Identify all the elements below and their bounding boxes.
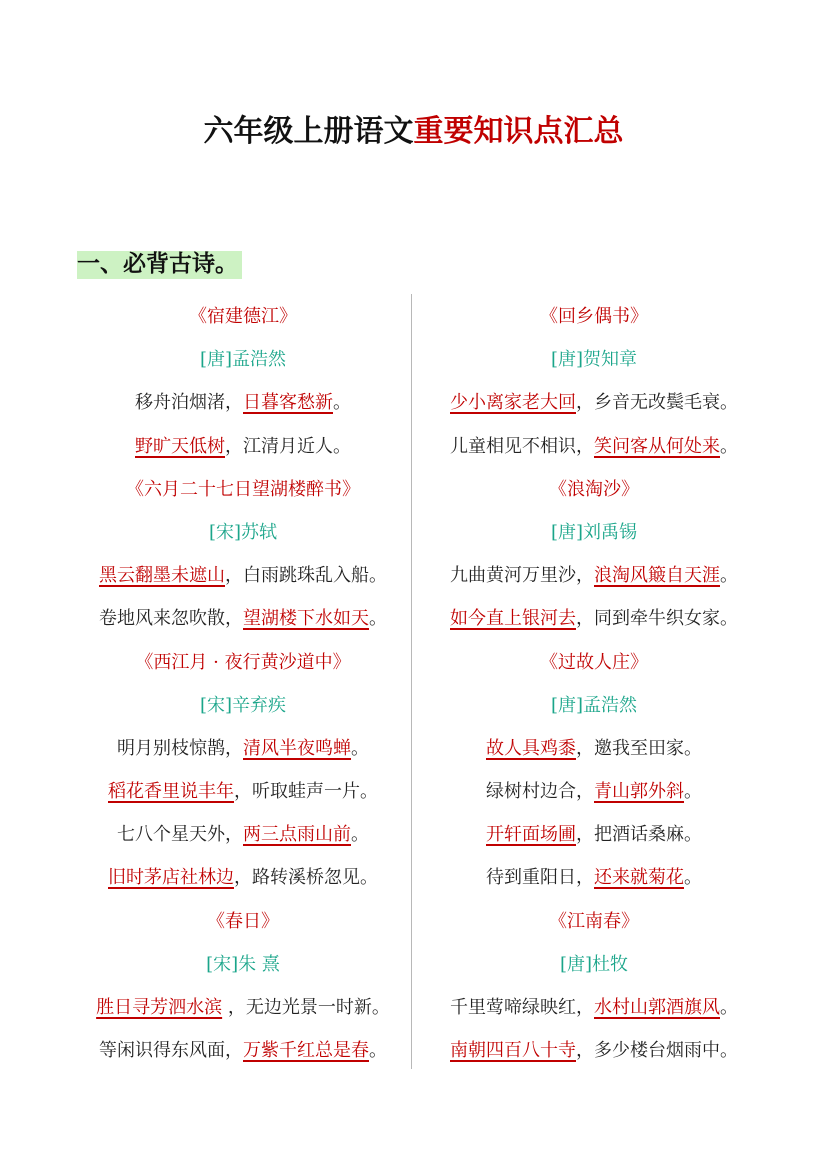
document-title (0, 110, 827, 154)
poem-verse-line (73, 856, 413, 899)
verse-text: 。 (720, 435, 738, 457)
poem-author: [唐]贺知章 (550, 349, 638, 371)
poem-author: [唐]孟浩然 (550, 694, 638, 716)
key-phrase: 笑问客从何处来 (594, 435, 720, 457)
key-phrase: 稻花香里说丰年 (108, 781, 234, 803)
verse-text: ，乡音无改鬓毛衰。 (576, 392, 738, 414)
column-divider (411, 294, 412, 1069)
poem-title: 《六月二十七日望湖楼醉书》 (126, 478, 360, 500)
poem-verse-line (73, 554, 413, 597)
poem-verse-line (73, 381, 413, 424)
right-poem-column (424, 295, 764, 1072)
verse-text: ，路转溪桥忽见。 (234, 867, 378, 889)
poem-author: [唐]刘禹锡 (550, 521, 638, 543)
key-phrase: 望湖楼下水如天 (243, 608, 369, 630)
poem-verse-line (424, 813, 764, 856)
verse-text: 千里莺啼绿映红， (450, 997, 594, 1018)
key-phrase: 万紫千红总是春 (243, 1040, 369, 1062)
key-phrase: 还来就菊花 (594, 867, 684, 889)
key-phrase: 两三点雨山前 (243, 824, 351, 846)
poem-author: [唐]杜牧 (559, 953, 629, 975)
key-phrase: 浪淘风簸自天涯 (594, 565, 720, 587)
key-phrase: 日暮客愁新 (243, 392, 333, 414)
verse-text: 卷地风来忽吹散， (99, 608, 243, 630)
left-poem-column (73, 295, 413, 1072)
verse-text: 九曲黄河万里沙， (450, 565, 594, 587)
verse-text: 等闲识得东风面， (99, 1040, 243, 1062)
verse-text: 。 (351, 737, 369, 759)
verse-text: 。 (351, 824, 369, 846)
verse-text: 绿树村边合， (486, 781, 594, 803)
poem-verse-line (424, 425, 764, 468)
key-phrase: 故人具鸡黍 (486, 737, 576, 759)
poem-verse-line (73, 770, 413, 813)
poem-title: 《江南春》 (549, 910, 639, 932)
section-heading-text: 一、必背古诗。 (77, 251, 242, 279)
document-title-highlight: 重要知识点汇总 (413, 114, 624, 149)
section-heading (77, 246, 242, 282)
verse-text: ，江清月近人。 (225, 435, 351, 457)
poem-verse-line (73, 425, 413, 468)
poem-verse-line (73, 727, 413, 770)
document-title-plain: 六年级上册语文 (203, 114, 414, 149)
poem-verse-line (73, 597, 413, 640)
poem-verse-line (424, 1029, 764, 1072)
verse-text: ，邀我至田家。 (576, 737, 702, 759)
poem-title: 《春日》 (207, 910, 279, 932)
poem-title: 《浪淘沙》 (549, 478, 639, 500)
poem-title: 《宿建德江》 (189, 306, 297, 327)
poem-title: 《西江月 · 夜行黄沙道中》 (135, 651, 351, 673)
verse-text: ，听取蛙声一片。 (234, 781, 378, 803)
verse-text: 移舟泊烟渚， (135, 392, 243, 414)
verse-text: 。 (720, 997, 738, 1018)
verse-text: 。 (720, 565, 738, 587)
poem-verse-line (73, 1029, 413, 1072)
poem-verse-line (73, 813, 413, 856)
verse-text: 。 (333, 392, 351, 414)
key-phrase: 旧时茅店社林边 (108, 867, 234, 889)
verse-text: 待到重阳日， (486, 867, 594, 889)
poem-verse-line (424, 597, 764, 640)
key-phrase: 开轩面场圃 (486, 824, 576, 846)
verse-text: ，把酒话桑麻。 (576, 824, 702, 846)
verse-text: 。 (369, 1040, 387, 1062)
verse-text: 。 (684, 867, 702, 889)
poem-verse-line (424, 727, 764, 770)
verse-text: ，多少楼台烟雨中。 (576, 1040, 738, 1062)
poem-verse-line (424, 770, 764, 813)
poem-verse-line (424, 986, 764, 1029)
poem-author: [宋]苏轼 (208, 521, 278, 543)
key-phrase: 如今直上银河去 (450, 608, 576, 630)
poem-title: 《过故人庄》 (540, 651, 648, 673)
verse-text: 。 (684, 781, 702, 803)
key-phrase: 野旷天低树 (135, 435, 225, 457)
poem-title: 《回乡偶书》 (540, 306, 648, 327)
verse-text: 。 (369, 608, 387, 630)
key-phrase: 南朝四百八十寺 (450, 1040, 576, 1062)
key-phrase: 少小离家老大回 (450, 392, 576, 414)
key-phrase: 胜日寻芳泗水滨 (96, 997, 223, 1018)
key-phrase: 水村山郭酒旗风 (594, 997, 720, 1018)
verse-text: 儿童相见不相识， (450, 435, 594, 457)
verse-text: ，白雨跳珠乱入船。 (225, 565, 387, 587)
poem-verse-line (73, 986, 413, 1029)
key-phrase: 清风半夜鸣蝉 (243, 737, 351, 759)
key-phrase: 黑云翻墨未遮山 (99, 565, 225, 587)
poem-verse-line (424, 554, 764, 597)
verse-text: 七八个星天外， (117, 824, 243, 846)
verse-text: 明月别枝惊鹊， (117, 737, 243, 759)
key-phrase: 青山郭外斜 (594, 781, 684, 803)
poem-verse-line (424, 381, 764, 424)
poem-verse-line (424, 856, 764, 899)
verse-text: ，无边光景一时新。 (222, 997, 390, 1018)
poem-author: [宋]朱 熹 (206, 953, 280, 975)
poem-author: [宋]辛弃疾 (199, 694, 287, 716)
verse-text: ，同到牵牛织女家。 (576, 608, 738, 630)
poem-author: [唐]孟浩然 (199, 349, 287, 371)
